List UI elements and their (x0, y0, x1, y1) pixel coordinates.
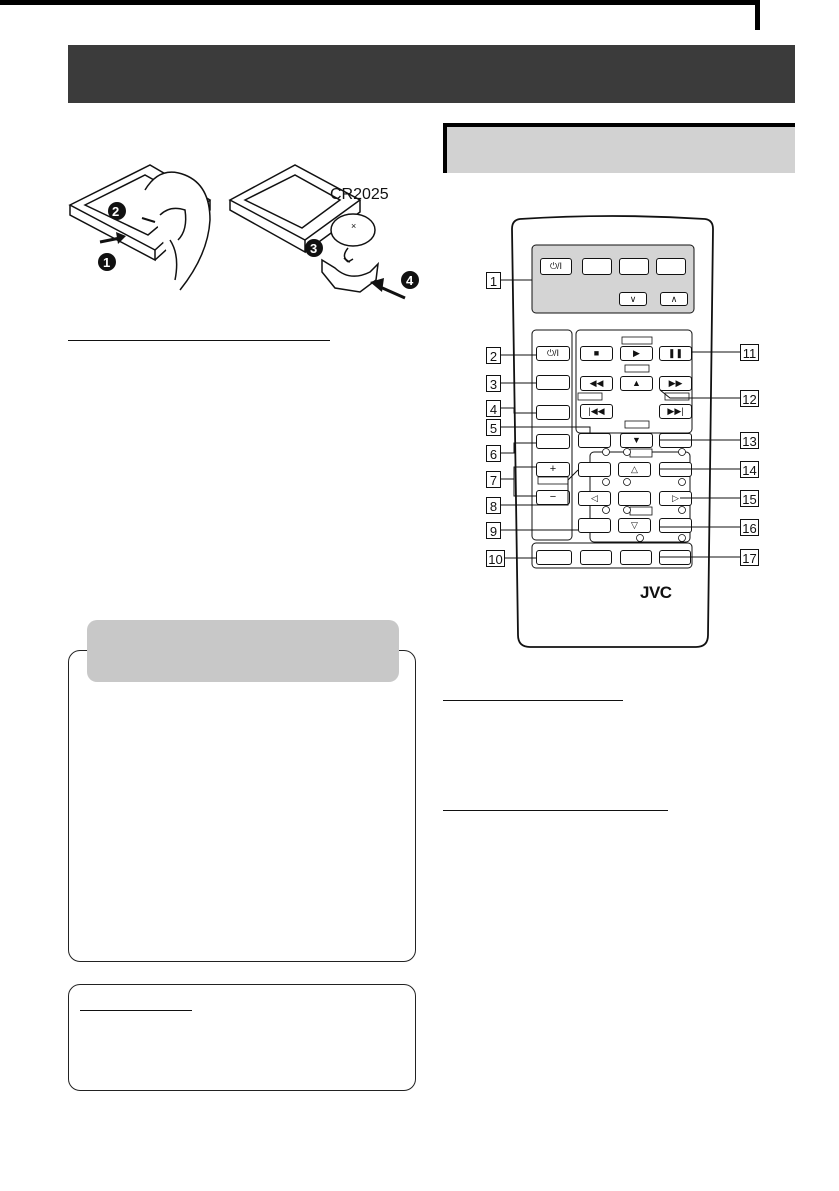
volume-plus-button[interactable]: + (536, 462, 570, 477)
svg-text:×: × (351, 221, 357, 231)
chevron-down-button[interactable]: ∨ (619, 292, 647, 306)
right-subheading-rule-2 (443, 810, 668, 811)
callout-15: 15 (740, 490, 759, 507)
note-box (68, 984, 416, 1091)
previous-button[interactable]: |◀◀ (580, 404, 613, 419)
callout-5: 5 (486, 419, 501, 436)
callout-8: 8 (486, 497, 501, 514)
up-button[interactable]: ▲ (620, 376, 653, 391)
right-subheading-rule-1 (443, 700, 623, 701)
svg-text:2: 2 (112, 204, 120, 219)
callout-14: 14 (740, 461, 759, 478)
callout-1: 1 (486, 272, 501, 289)
svg-text:1: 1 (103, 255, 111, 270)
svg-text:4: 4 (406, 273, 414, 288)
callout-16: 16 (740, 519, 759, 536)
svg-text:3: 3 (310, 241, 318, 256)
power-button[interactable]: ⏻/I (536, 346, 570, 361)
callout-3: 3 (486, 375, 501, 392)
callout-2: 2 (486, 347, 501, 364)
battery-type-label: CR2025 (330, 186, 389, 203)
cursor-down-button[interactable]: ▽ (618, 518, 651, 533)
brand-logo: JVC (640, 583, 672, 602)
callout-6: 6 (486, 445, 501, 462)
next-button[interactable]: ▶▶| (659, 404, 692, 419)
page-header-bar (68, 45, 795, 103)
play-button[interactable]: ▶ (620, 346, 653, 361)
caution-box (68, 650, 416, 962)
top-rule (0, 0, 755, 5)
top-power-button[interactable]: ⏻/I (540, 258, 572, 275)
cursor-up-button[interactable]: △ (618, 462, 651, 477)
cursor-left-button[interactable]: ◁ (578, 491, 611, 506)
volume-minus-button[interactable]: − (536, 490, 570, 505)
section-header-remote (443, 123, 795, 173)
cursor-right-button[interactable]: ▷ (659, 491, 692, 506)
note-heading-rule (80, 1010, 192, 1011)
callout-leaders (470, 260, 770, 570)
down-button[interactable]: ▼ (620, 433, 653, 448)
fast-forward-button[interactable]: ▶▶ (659, 376, 692, 391)
callout-4: 4 (486, 400, 501, 417)
callout-10: 10 (486, 550, 505, 567)
callout-12: 12 (740, 390, 759, 407)
stop-button[interactable]: ■ (580, 346, 613, 361)
subheading-rule (68, 340, 330, 341)
callout-9: 9 (486, 522, 501, 539)
battery-replacement-illustration (60, 160, 420, 300)
rewind-button[interactable]: ◀◀ (580, 376, 613, 391)
caution-tab (87, 620, 399, 682)
callout-17: 17 (740, 549, 759, 566)
callout-13: 13 (740, 432, 759, 449)
callout-11: 11 (740, 344, 759, 361)
chevron-up-button[interactable]: ∧ (660, 292, 688, 306)
pause-button[interactable]: ❚❚ (659, 346, 692, 361)
callout-7: 7 (486, 471, 501, 488)
corner-rule (755, 0, 760, 30)
